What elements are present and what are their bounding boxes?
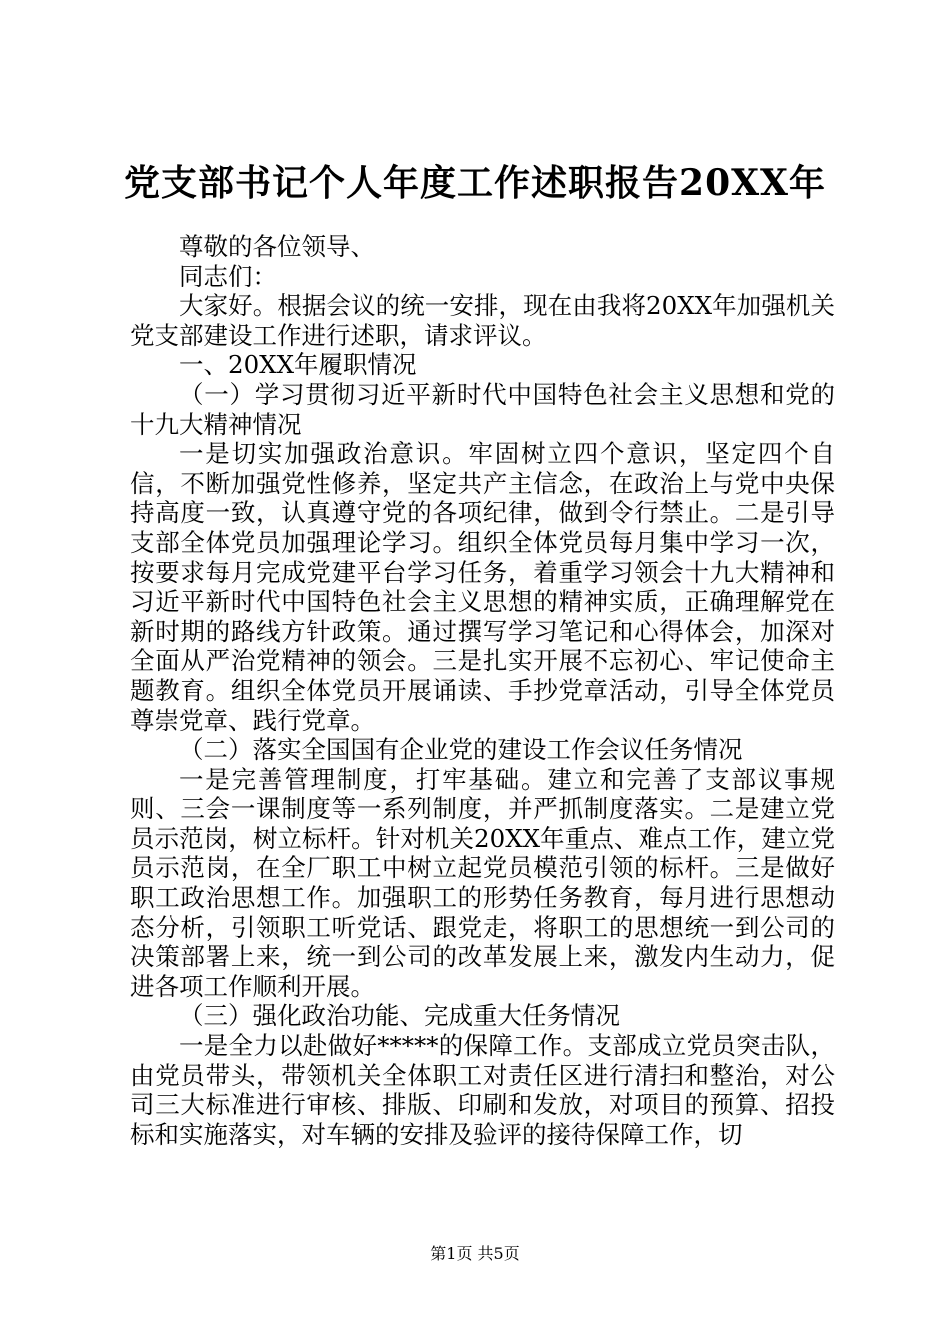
- opening-paragraph: 大家好。根据会议的统一安排，现在由我将20XX年加强机关党支部建设工作进行述职，请求评议。: [130, 291, 835, 350]
- subsection-heading-2: （二）落实全国国有企业党的建设工作会议任务情况: [179, 735, 743, 765]
- subsection-heading-1: （一）学习贯彻习近平新时代中国特色社会主义思想和党的十九大精神情况: [130, 379, 835, 439]
- salutation-line-1: 尊敬的各位领导、: [179, 232, 375, 261]
- salutation-line-2: 同志们：: [179, 261, 277, 291]
- subsection-body-3: 一是全力以赴做好*****的保障工作。支部成立党员突击队，由党员带头，带领机关全体职工对责任区进行清扫和整治，对公司三大标准进行审核、排版、印刷和发放，对项目的预算、招投标和实施落实，对车辆的安排及验评的接待保障工作，切: [130, 1031, 835, 1149]
- section-heading-1: 一、20XX年履职情况: [179, 350, 417, 380]
- document-body: [130, 232, 835, 1149]
- subsection-heading-3: （三）强化政治功能、完成重大任务情况: [179, 1001, 620, 1031]
- subsection-body-2: 一是完善管理制度，打牢基础。建立和完善了支部议事规则、三会一课制度等一系列制度，并严抓制度落实。二是建立党员示范岗，树立标杆。针对机关20XX年重点、难点工作，建立党员示范岗，在全厂职工中树立起党员模范引领的标杆。三是做好职工政治思想工作。加强职工的形势任务教育，每月进行思想动态分析，引领职工听党话、跟党走，将职工的思想统一到公司的决策部署上来，统一到公司的改革发展上来，激发内生动力，促进各项工作顺利开展。: [130, 764, 835, 1001]
- page-footer: 第1页 共5页: [430, 1244, 520, 1263]
- document-title: 党支部书记个人年度工作述职报告20XX年: [124, 162, 826, 204]
- subsection-body-1: 一是切实加强政治意识。牢固树立四个意识，坚定四个自信，不断加强党性修养，坚定共产主信念，在政治上与党中央保持高度一致，认真遵守党的各项纪律，做到令行禁止。二是引导支部全体党员加强理论学习。组织全体党员每月集中学习一次，按要求每月完成党建平台学习任务，着重学习领会十九大精神和习近平新时代中国特色社会主义思想的精神实质，正确理解党在新时期的路线方针政策。通过撰写学习笔记和心得体会，加深对全面从严治党精神的领会。三是扎实开展不忘初心、牢记使命主题教育。组织全体党员开展诵读、手抄党章活动，引导全体党员尊崇党章、践行党章。: [130, 439, 835, 735]
